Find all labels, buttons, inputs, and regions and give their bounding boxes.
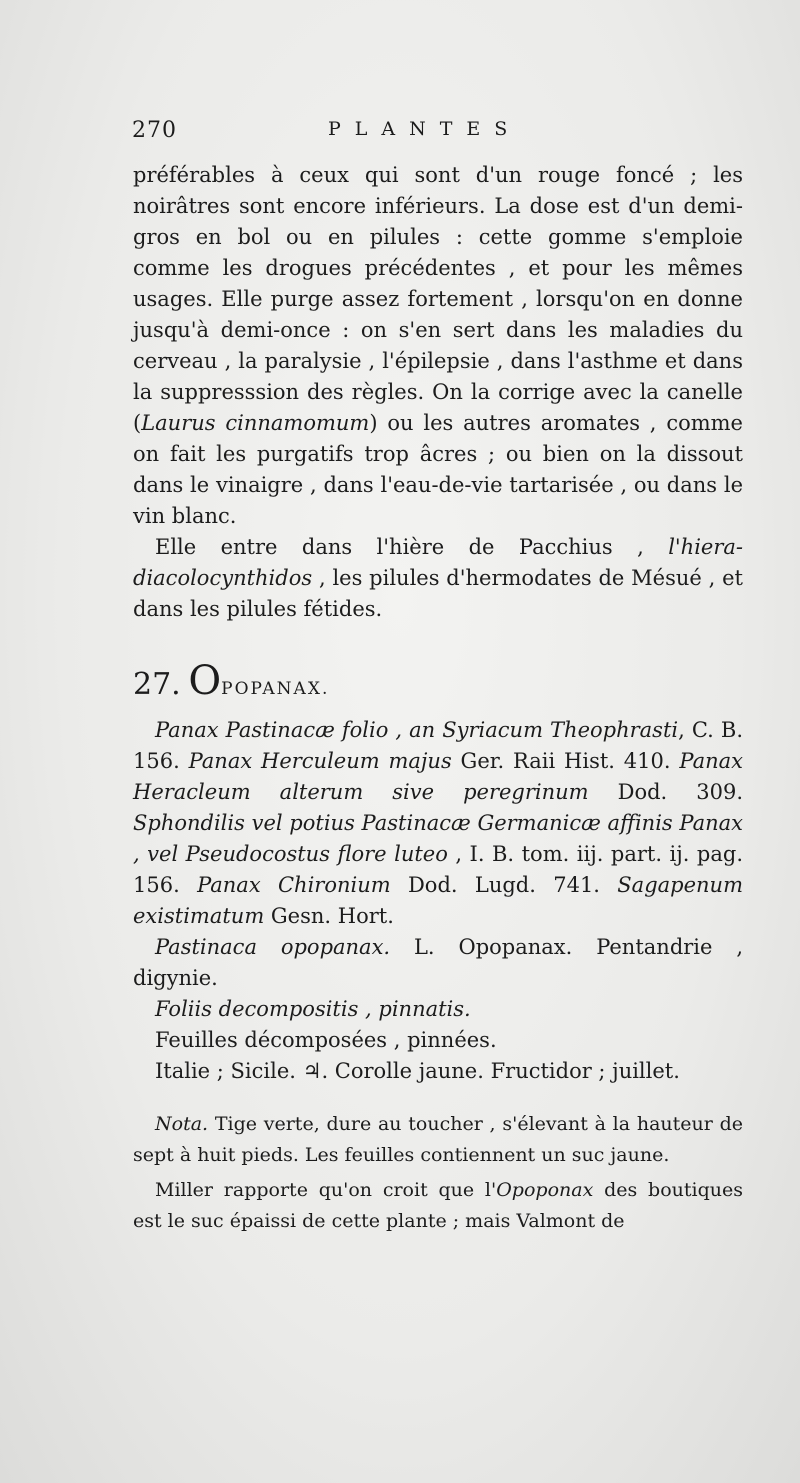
entry-number: 27. [133, 667, 181, 702]
synonym-reference: , C. B. 156. [133, 718, 743, 773]
synonym-reference: Ger. Raii Hist. 410. [451, 749, 680, 773]
synonym-latin: Sagapenum existimatum [133, 873, 743, 928]
nota-paragraph: Nota. Tige verte, dure au toucher , s'élevant à la hauteur de sept à huit pieds. Les feuilles contiennent un suc jaune. [133, 1113, 743, 1166]
leaf-latin: Foliis decompositis , pinnatis. [155, 997, 471, 1021]
paragraph-dose: préférables à ceux qui sont d'un rouge foncé ; les noirâtres sont encore inférieurs. La dose est d'un demi-gros en bol ou en pilules : cette gomme s'emploie comme les drogues précédentes , et pour les mêmes usages. Elle purge assez fortement , lorsqu'on en donne jusqu'à demi-once : on s'en sert dans les maladies du cerveau , la paralysie , l'épilepsie , dans l'asthme et dans la suppresssion des règles. On la corrige avec la canelle (Laurus cinnamomum) ou les autres aromates , comme on fait les purgatifs trop âcres ; ou bien on la dissout dans le vinaigre , dans l'eau-de-vie tartarisée , ou dans le vin blanc. [133, 163, 743, 528]
synonym-latin: Panax Herculeum majus [188, 749, 452, 773]
entry-title: POPANAX. [221, 679, 330, 699]
entry-title-initial: O [188, 658, 222, 704]
synonym-reference: , I. B. tom. iij. part. ij. pag. 156. [133, 842, 743, 897]
entry-heading [133, 658, 743, 709]
latin-name: l'hiera-diacolocynthidos [133, 535, 743, 590]
paragraph-uses: Elle entre dans l'hière de Pacchius , l'hiera-diacolocynthidos , les pilules d'hermodates de Mésué , et dans les pilules fétides. [133, 535, 743, 621]
habitat: Italie ; Sicile. ♃. Corolle jaune. Fructidor ; juillet. [155, 1059, 680, 1083]
synonyms-paragraph [133, 715, 743, 932]
synonym-latin: Panax Pastinacæ folio , an Syriacum Theophrasti [155, 718, 679, 742]
page-body [133, 160, 743, 1237]
synonym-latin: Sphondilis vel potius Pastinacæ Germanicæ affinis Panax , vel Pseudocostus flore luteo [133, 811, 743, 866]
miller-paragraph: Miller rapporte qu'on croit que l'Opoponax des boutiques est le suc épaissi de cette plante ; mais Valmont de [133, 1179, 743, 1232]
synonym-latin: Panax Chironium [197, 873, 391, 897]
synonym-reference: Dod. Lugd. 741. [390, 873, 618, 897]
running-title: PLANTES [328, 118, 522, 140]
linnaean-name: Pastinaca opopanax. L. Opopanax. Pentandrie , digynie. [133, 935, 743, 990]
page-number: 270 [132, 118, 177, 143]
synonym-reference: Dod. 309. [588, 780, 744, 804]
latin-name: Laurus cinnamomum [141, 411, 370, 435]
synonym-reference: Gesn. Hort. [264, 904, 394, 928]
leaf-french: Feuilles décomposées , pinnées. [155, 1028, 497, 1052]
synonym-latin: Panax Heracleum alterum sive peregrinum [133, 749, 743, 804]
